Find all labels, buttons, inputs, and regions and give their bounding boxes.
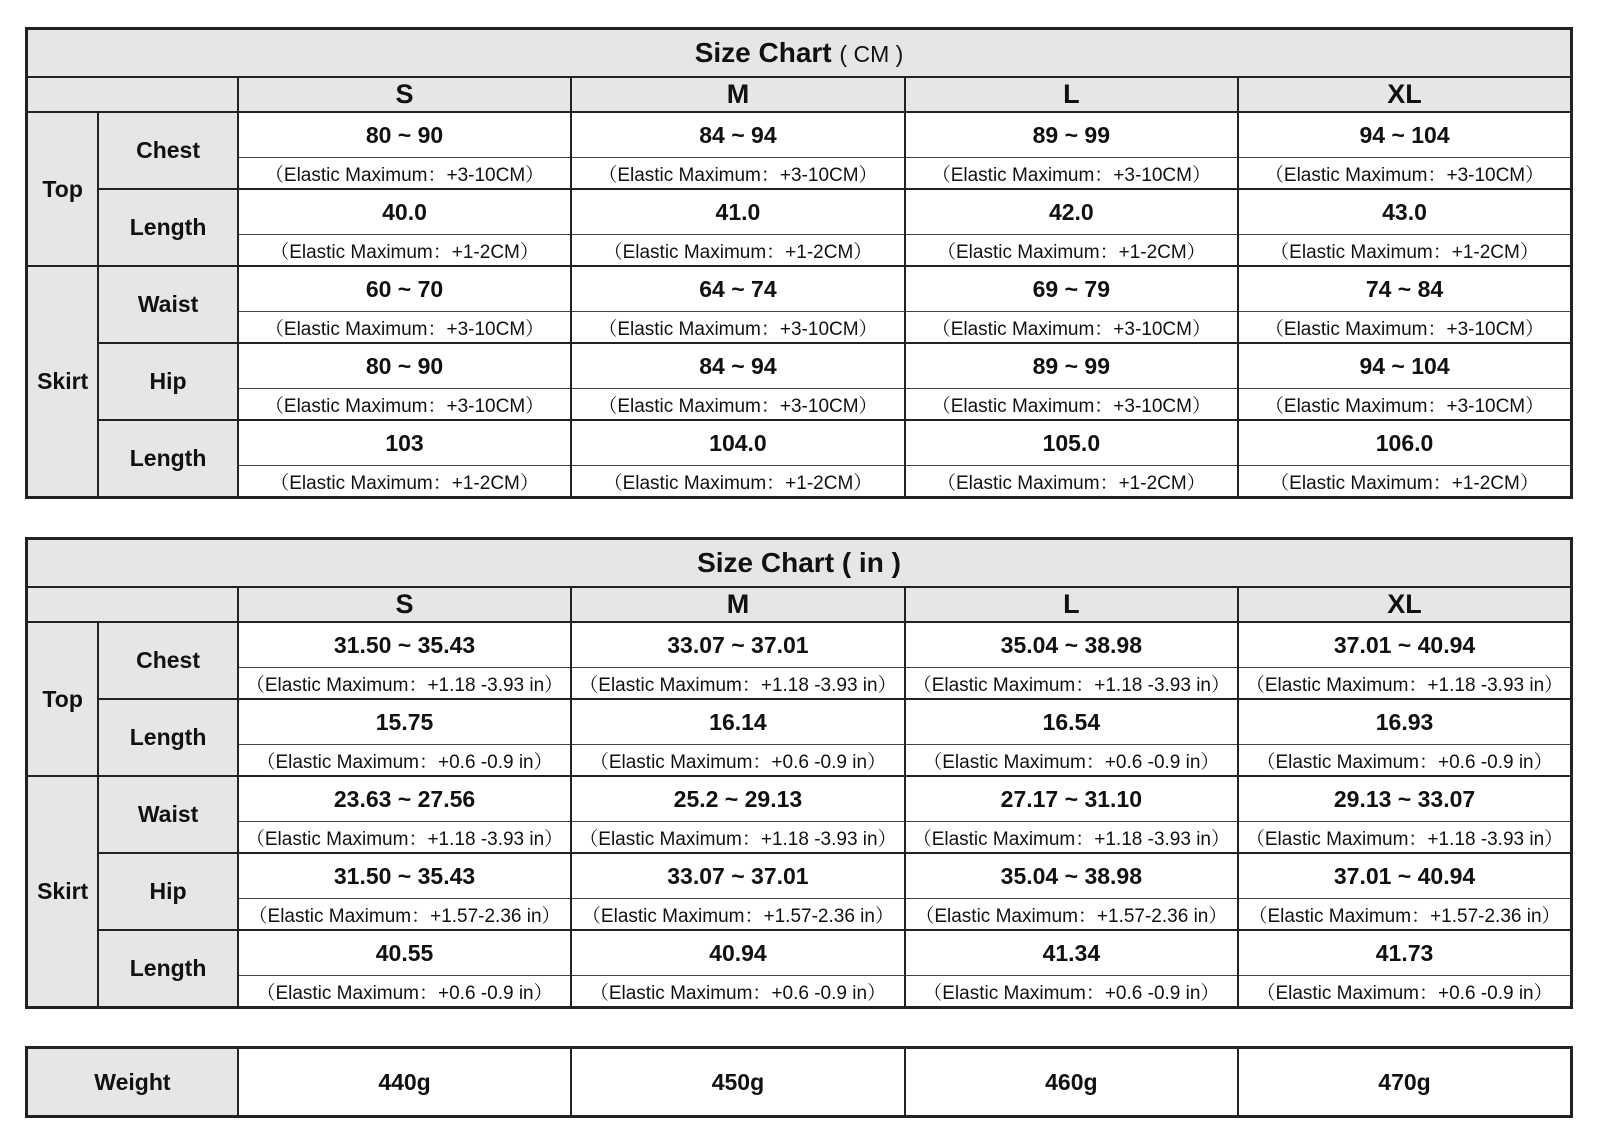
measure-label-chest: Chest [98, 622, 238, 699]
elastic-note: （Elastic Maximum：+1-2CM） [1238, 235, 1571, 267]
elastic-note: （Elastic Maximum：+1-2CM） [238, 466, 571, 498]
value-cell: 33.07 ~ 37.01 [571, 622, 904, 668]
measure-label-waist: Waist [98, 776, 238, 853]
weight-value-s: 440g [238, 1048, 571, 1117]
elastic-note: （Elastic Maximum：+1-2CM） [905, 235, 1238, 267]
elastic-note: （Elastic Maximum：+3-10CM） [905, 312, 1238, 344]
value-cell: 27.17 ~ 31.10 [905, 776, 1238, 822]
value-cell: 64 ~ 74 [571, 266, 904, 312]
elastic-note: （Elastic Maximum：+3-10CM） [571, 158, 904, 190]
weight-label: Weight [27, 1048, 238, 1117]
elastic-note: （Elastic Maximum：+1.57-2.36 in） [238, 899, 571, 931]
group-label-top: Top [27, 622, 99, 776]
elastic-note: （Elastic Maximum：+1.18 -3.93 in） [1238, 668, 1571, 700]
value-cell: 23.63 ~ 27.56 [238, 776, 571, 822]
size-header-s: S [238, 587, 571, 622]
value-cell: 89 ~ 99 [905, 343, 1238, 389]
elastic-note: （Elastic Maximum：+0.6 -0.9 in） [1238, 745, 1571, 777]
elastic-note: （Elastic Maximum：+1.18 -3.93 in） [571, 668, 904, 700]
group-label-top: Top [27, 112, 99, 266]
elastic-note: （Elastic Maximum：+1.18 -3.93 in） [1238, 822, 1571, 854]
elastic-note: （Elastic Maximum：+3-10CM） [238, 158, 571, 190]
corner-cell [27, 77, 238, 112]
measure-label-hip: Hip [98, 853, 238, 930]
weight-table [25, 1046, 1573, 1118]
value-cell: 40.55 [238, 930, 571, 976]
measure-label-chest: Chest [98, 112, 238, 189]
value-cell: 31.50 ~ 35.43 [238, 853, 571, 899]
elastic-note: （Elastic Maximum：+1.18 -3.93 in） [238, 668, 571, 700]
measure-label-length: Length [98, 699, 238, 776]
value-cell: 74 ~ 84 [1238, 266, 1571, 312]
value-cell: 84 ~ 94 [571, 112, 904, 158]
group-label-skirt: Skirt [27, 266, 99, 498]
value-cell: 80 ~ 90 [238, 343, 571, 389]
elastic-note: （Elastic Maximum：+3-10CM） [571, 312, 904, 344]
value-cell: 105.0 [905, 420, 1238, 466]
elastic-note: （Elastic Maximum：+1.18 -3.93 in） [238, 822, 571, 854]
value-cell: 94 ~ 104 [1238, 343, 1571, 389]
value-cell: 35.04 ~ 38.98 [905, 622, 1238, 668]
elastic-note: （Elastic Maximum：+1-2CM） [571, 466, 904, 498]
weight-value-l: 460g [905, 1048, 1238, 1117]
elastic-note: （Elastic Maximum：+1-2CM） [571, 235, 904, 267]
elastic-note: （Elastic Maximum：+0.6 -0.9 in） [571, 976, 904, 1008]
value-cell: 37.01 ~ 40.94 [1238, 853, 1571, 899]
elastic-note: （Elastic Maximum：+0.6 -0.9 in） [1238, 976, 1571, 1008]
value-cell: 31.50 ~ 35.43 [238, 622, 571, 668]
value-cell: 103 [238, 420, 571, 466]
weight-value-m: 450g [571, 1048, 904, 1117]
value-cell: 25.2 ~ 29.13 [571, 776, 904, 822]
elastic-note: （Elastic Maximum：+0.6 -0.9 in） [238, 745, 571, 777]
elastic-note: （Elastic Maximum：+1-2CM） [1238, 466, 1571, 498]
group-label-skirt: Skirt [27, 776, 99, 1008]
value-cell: 84 ~ 94 [571, 343, 904, 389]
elastic-note: （Elastic Maximum：+1.18 -3.93 in） [571, 822, 904, 854]
value-cell: 69 ~ 79 [905, 266, 1238, 312]
elastic-note: （Elastic Maximum：+0.6 -0.9 in） [238, 976, 571, 1008]
chart-title-text: Size Chart [697, 547, 835, 578]
value-cell: 40.0 [238, 189, 571, 235]
elastic-note: （Elastic Maximum：+0.6 -0.9 in） [905, 745, 1238, 777]
elastic-note: （Elastic Maximum：+1.57-2.36 in） [905, 899, 1238, 931]
value-cell: 42.0 [905, 189, 1238, 235]
size-chart-in-table [25, 537, 1573, 1009]
size-header-s: S [238, 77, 571, 112]
chart-unit: ( in ) [841, 547, 901, 578]
size-header-l: L [905, 587, 1238, 622]
value-cell: 16.93 [1238, 699, 1571, 745]
size-header-xl: XL [1238, 587, 1571, 622]
size-header-m: M [571, 77, 904, 112]
measure-label-length: Length [98, 930, 238, 1008]
chart-title [27, 539, 1572, 588]
measure-label-length: Length [98, 189, 238, 266]
size-header-l: L [905, 77, 1238, 112]
elastic-note: （Elastic Maximum：+1-2CM） [238, 235, 571, 267]
value-cell: 41.34 [905, 930, 1238, 976]
elastic-note: （Elastic Maximum：+1-2CM） [905, 466, 1238, 498]
chart-title [27, 29, 1572, 78]
corner-cell [27, 587, 238, 622]
measure-label-length: Length [98, 420, 238, 498]
value-cell: 43.0 [1238, 189, 1571, 235]
value-cell: 60 ~ 70 [238, 266, 571, 312]
elastic-note: （Elastic Maximum：+3-10CM） [1238, 158, 1571, 190]
elastic-note: （Elastic Maximum：+3-10CM） [905, 158, 1238, 190]
value-cell: 16.54 [905, 699, 1238, 745]
value-cell: 37.01 ~ 40.94 [1238, 622, 1571, 668]
size-header-m: M [571, 587, 904, 622]
elastic-note: （Elastic Maximum：+3-10CM） [905, 389, 1238, 421]
elastic-note: （Elastic Maximum：+1.18 -3.93 in） [905, 822, 1238, 854]
measure-label-hip: Hip [98, 343, 238, 420]
value-cell: 80 ~ 90 [238, 112, 571, 158]
elastic-note: （Elastic Maximum：+3-10CM） [571, 389, 904, 421]
elastic-note: （Elastic Maximum：+0.6 -0.9 in） [571, 745, 904, 777]
value-cell: 41.0 [571, 189, 904, 235]
value-cell: 104.0 [571, 420, 904, 466]
elastic-note: （Elastic Maximum：+3-10CM） [1238, 312, 1571, 344]
elastic-note: （Elastic Maximum：+1.57-2.36 in） [571, 899, 904, 931]
elastic-note: （Elastic Maximum：+3-10CM） [1238, 389, 1571, 421]
elastic-note: （Elastic Maximum：+1.18 -3.93 in） [905, 668, 1238, 700]
weight-value-xl: 470g [1238, 1048, 1571, 1117]
value-cell: 106.0 [1238, 420, 1571, 466]
value-cell: 29.13 ~ 33.07 [1238, 776, 1571, 822]
chart-title-text: Size Chart [694, 37, 832, 68]
elastic-note: （Elastic Maximum：+3-10CM） [238, 312, 571, 344]
value-cell: 33.07 ~ 37.01 [571, 853, 904, 899]
value-cell: 15.75 [238, 699, 571, 745]
value-cell: 89 ~ 99 [905, 112, 1238, 158]
size-header-xl: XL [1238, 77, 1571, 112]
size-chart-cm-table [25, 27, 1573, 499]
value-cell: 40.94 [571, 930, 904, 976]
elastic-note: （Elastic Maximum：+3-10CM） [238, 389, 571, 421]
value-cell: 16.14 [571, 699, 904, 745]
value-cell: 94 ~ 104 [1238, 112, 1571, 158]
value-cell: 41.73 [1238, 930, 1571, 976]
measure-label-waist: Waist [98, 266, 238, 343]
elastic-note: （Elastic Maximum：+1.57-2.36 in） [1238, 899, 1571, 931]
value-cell: 35.04 ~ 38.98 [905, 853, 1238, 899]
elastic-note: （Elastic Maximum：+0.6 -0.9 in） [905, 976, 1238, 1008]
chart-unit: ( CM ) [839, 41, 904, 67]
